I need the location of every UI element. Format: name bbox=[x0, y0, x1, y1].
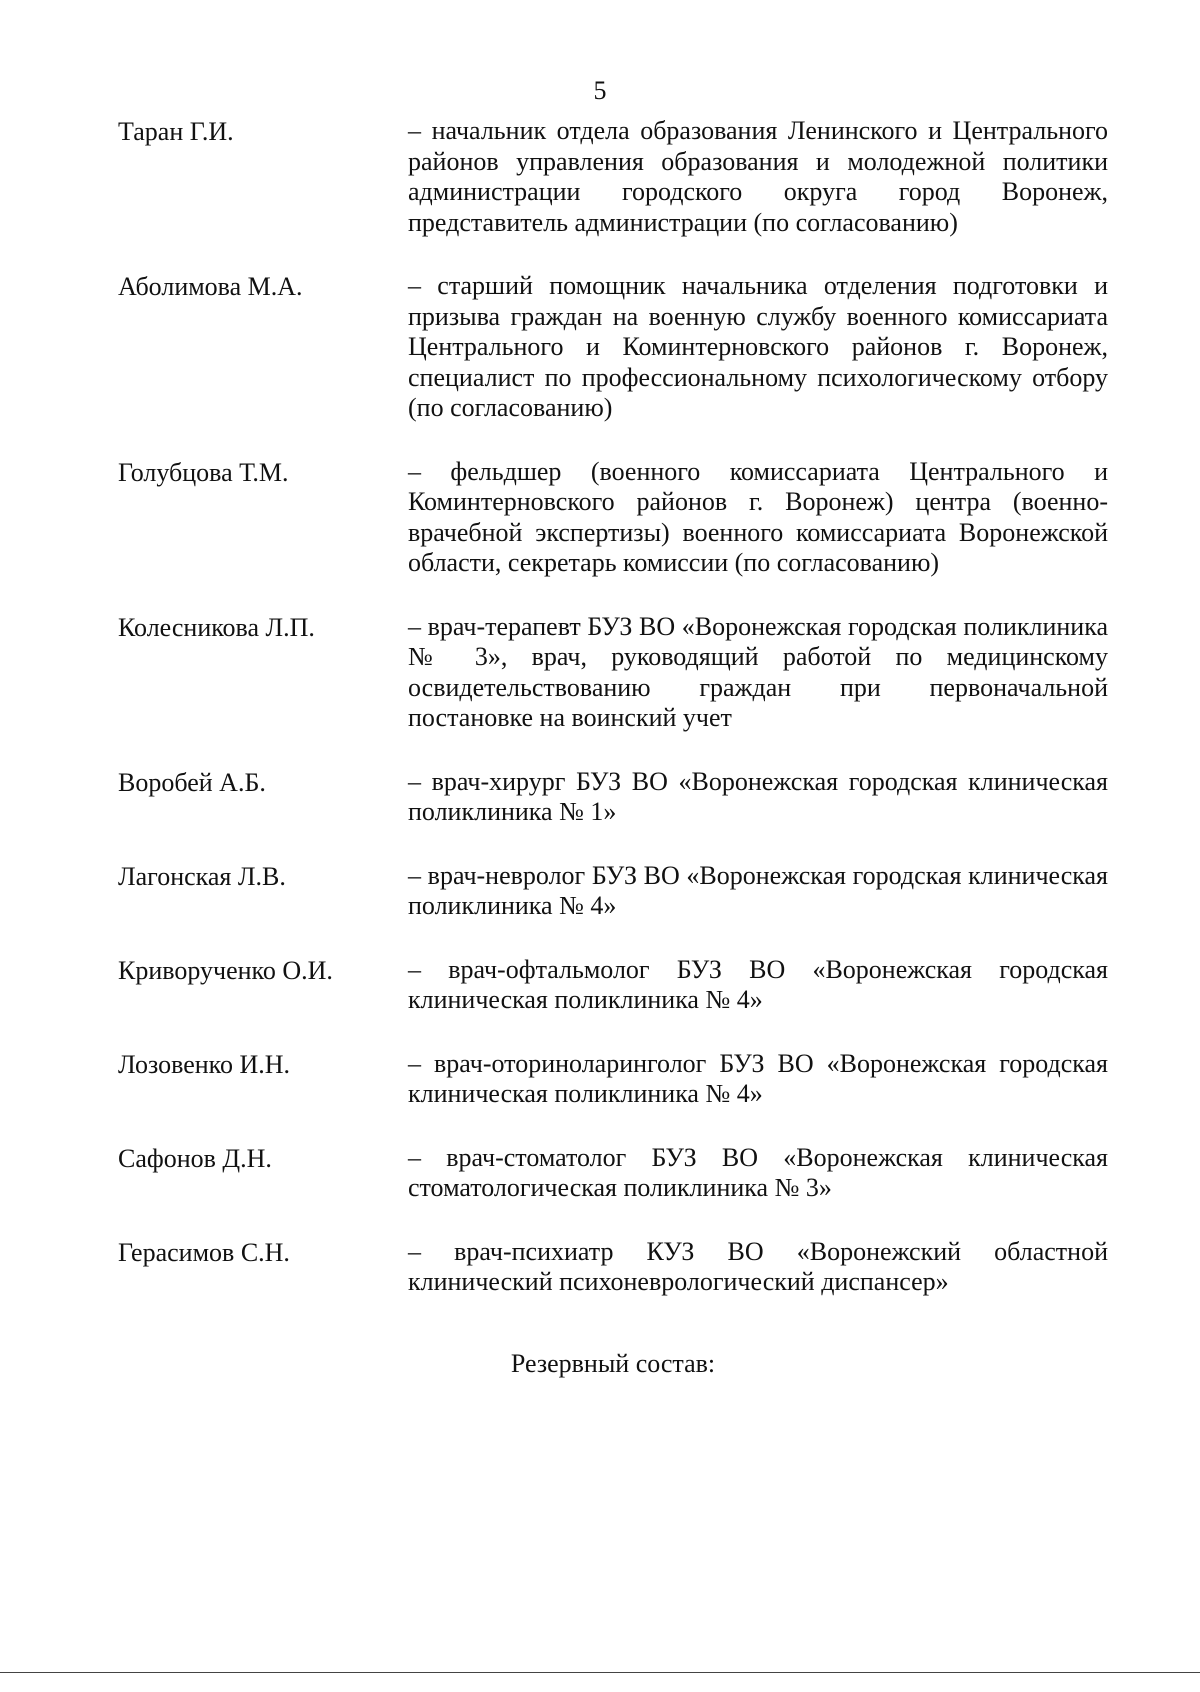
member-name: Воробей А.Б. bbox=[118, 767, 266, 797]
member-entry bbox=[118, 767, 1108, 828]
member-position: – врач-хирург БУЗ ВО «Воронежская городская клиническая поликлиника № 1» bbox=[408, 766, 1108, 826]
member-entry bbox=[118, 1049, 1108, 1110]
member-entry bbox=[118, 457, 1108, 579]
commission-member-list bbox=[118, 116, 1108, 1380]
member-position: – врач-психиатр КУЗ ВО «Воронежский областной клинический психоневрологический диспансер» bbox=[408, 1236, 1108, 1296]
member-position: – начальник отдела образования Ленинского и Центрального районов управления образования и молодежной политики администрации городского округа город Воронеж, представитель администрации (по согласованию) bbox=[408, 116, 1108, 237]
reserve-section-heading: Резервный состав: bbox=[510, 1348, 716, 1378]
member-name: Герасимов С.Н. bbox=[118, 1237, 290, 1267]
member-position: – врач-терапевт БУЗ ВО «Воронежская городская поликлиника № 3», врач, руководящий работой по медицинскому освидетельствованию граждан при первоначальной постановке на воинский учет bbox=[408, 611, 1108, 732]
member-position: – фельдшер (военного комиссариата Центрального и Коминтерновского районов г. Воронеж) центра (военно-врачебной экспертизы) военного комиссариата Воронежской области, секретарь комиссии (по согласованию) bbox=[408, 456, 1108, 577]
member-entry bbox=[118, 1237, 1108, 1298]
member-name: Криворученко О.И. bbox=[118, 955, 333, 985]
member-entry bbox=[118, 861, 1108, 922]
member-name: Лозовенко И.Н. bbox=[118, 1049, 291, 1079]
page-bottom-edge bbox=[0, 1672, 1200, 1673]
member-name: Колесникова Л.П. bbox=[118, 612, 315, 642]
member-name: Лагонская Л.В. bbox=[118, 861, 286, 891]
member-position: – старший помощник начальника отделения подготовки и призыва граждан на военную службу военного комиссариата Центрального и Коминтерновского районов г. Воронеж, специалист по профессиональному психологическому отбору (по согласованию) bbox=[408, 271, 1108, 422]
member-position: – врач-невролог БУЗ ВО «Воронежская городская клиническая поликлиника № 4» bbox=[408, 860, 1108, 920]
member-entry bbox=[118, 1143, 1108, 1204]
member-position: – врач-стоматолог БУЗ ВО «Воронежская клиническая стоматологическая поликлиника № 3» bbox=[408, 1142, 1108, 1202]
member-entry bbox=[118, 271, 1108, 424]
member-position: – врач-офтальмолог БУЗ ВО «Воронежская городская клиническая поликлиника № 4» bbox=[408, 954, 1108, 1014]
member-name: Сафонов Д.Н. bbox=[118, 1143, 272, 1173]
member-name: Голубцова Т.М. bbox=[118, 457, 289, 487]
member-entry bbox=[118, 612, 1108, 734]
member-entry bbox=[118, 955, 1108, 1016]
member-name: Аболимова М.А. bbox=[118, 272, 303, 301]
page-number: 5 bbox=[593, 76, 607, 105]
member-entry bbox=[118, 116, 1108, 238]
member-position: – врач-оториноларинголог БУЗ ВО «Воронежская городская клиническая поликлиника № 4» bbox=[408, 1048, 1108, 1108]
member-name: Таран Г.И. bbox=[118, 117, 234, 146]
